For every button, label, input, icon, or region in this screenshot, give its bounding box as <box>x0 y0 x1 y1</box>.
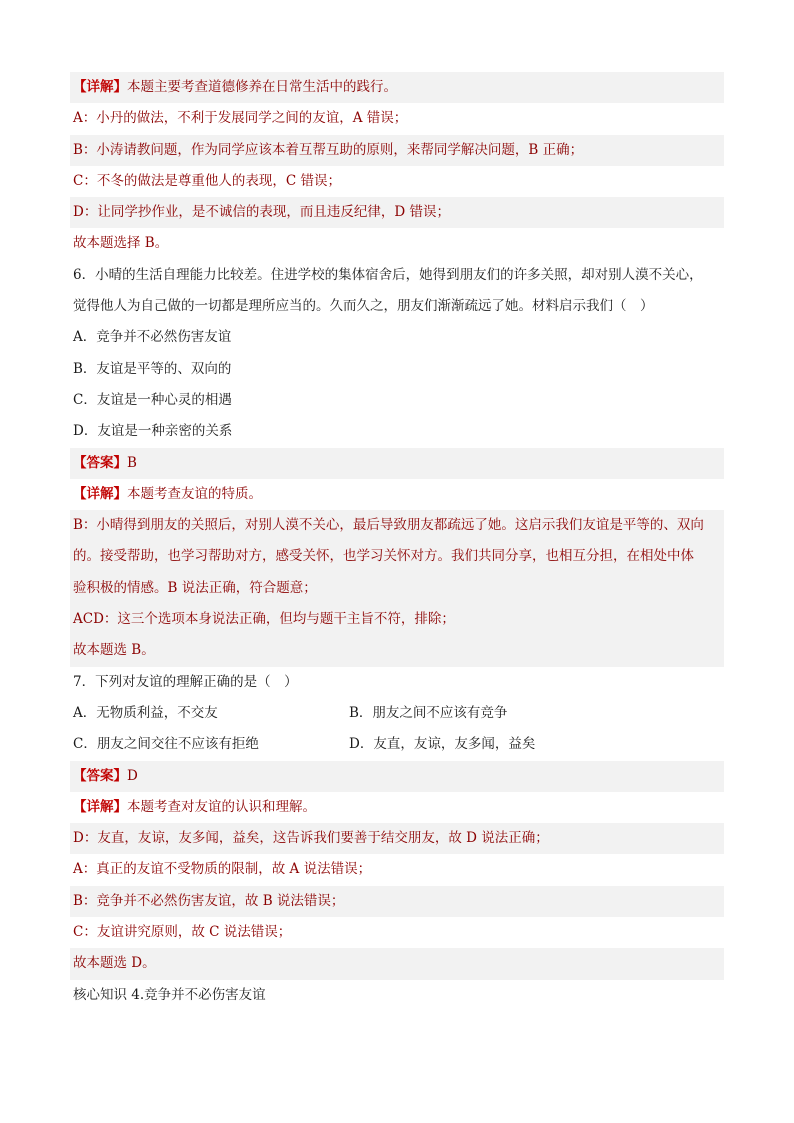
detail-tag: 【详解】 <box>73 798 127 815</box>
explanation-line: C：不冬的做法是尊重他人的表现，C 错误； <box>73 172 341 189</box>
answer-value: B <box>127 454 137 471</box>
detail-text: 本题考查友谊的特质。 <box>127 485 262 502</box>
option-d: D．友直，友谅，友多闻，益矣 <box>349 736 536 753</box>
explanation-line: 故本题选 D。 <box>70 948 724 979</box>
option-b: B．朋友之间不应该有竞争 <box>349 704 508 721</box>
document-page <box>70 72 724 1011</box>
question-stem: 7．下列对友谊的理解正确的是（ ） <box>73 673 298 690</box>
detail-text: 本题主要考查道德修养在日常生活中的践行。 <box>127 79 397 95</box>
detail-line <box>70 72 724 103</box>
option-c: C．朋友之间交往不应该有拒绝 <box>73 736 259 753</box>
question-stem: 觉得他人为自己做的一切都是理所应当的。久而久之，朋友们渐渐疏远了她。材料启示我们（ ） <box>73 298 654 315</box>
option-c: C．友谊是一种心灵的相遇 <box>73 391 232 408</box>
answer-line <box>70 761 724 792</box>
explanation-line: 的。接受帮助，也学习帮助对方，感受关怀，也学习关怀对方。我们共同分享，也相互分担，在相处中体 <box>70 541 724 572</box>
explanation-line: 故本题选择 B。 <box>73 235 169 252</box>
explanation-line: A：小丹的做法，不利于发展同学之间的友谊，A 错误； <box>73 110 408 127</box>
detail-tag: 【详解】 <box>73 79 127 95</box>
explanation-line: 验积极的情感。B 说法正确，符合题意； <box>70 573 724 604</box>
answer-line <box>70 448 724 479</box>
answer-value: D <box>127 767 138 784</box>
option-row <box>70 729 724 760</box>
option-row <box>70 698 724 729</box>
explanation-line: 故本题选 B。 <box>70 635 724 666</box>
explanation-line: C：友谊讲究原则，故 C 说法错误； <box>73 924 292 941</box>
option-d: D．友谊是一种亲密的关系 <box>73 423 233 440</box>
explanation-line: B：竞争并不必然伤害友谊，故 B 说法错误； <box>70 886 724 917</box>
explanation-line: D：让同学抄作业，是不诚信的表现，而且违反纪律，D 错误； <box>70 197 724 228</box>
detail-tag: 【详解】 <box>73 485 127 502</box>
explanation-line: A：真正的友谊不受物质的限制，故 A 说法错误； <box>73 861 372 878</box>
answer-tag: 【答案】 <box>73 454 127 471</box>
detail-line <box>70 479 724 510</box>
explanation-line: B：小涛请教问题，作为同学应该本着互帮互助的原则，来帮同学解决问题，B 正确； <box>70 135 724 166</box>
detail-line <box>70 792 724 823</box>
section-heading: 核心知识 4.竞争并不必伤害友谊 <box>73 986 266 1003</box>
option-a: A．竞争并不必然伤害友谊 <box>73 329 232 346</box>
explanation-line: ACD：这三个选项本身说法正确，但均与题干主旨不符，排除； <box>70 604 724 635</box>
explanation-line: D：友直，友谅，友多闻，益矣，这告诉我们要善于结交朋友，故 D 说法正确； <box>70 823 724 854</box>
option-b: B．友谊是平等的、双向的 <box>73 360 232 377</box>
option-a: A．无物质利益，不交友 <box>73 704 218 721</box>
answer-tag: 【答案】 <box>73 767 127 784</box>
explanation-line: B：小晴得到朋友的关照后，对别人漠不关心，最后导致朋友都疏远了她。这启示我们友谊是平等的、双向 <box>70 510 724 541</box>
detail-text: 本题考查对友谊的认识和理解。 <box>127 798 316 815</box>
question-stem: 6．小晴的生活自理能力比较差。住进学校的集体宿舍后，她得到朋友们的许多关照，却对别人漠不关心， <box>73 266 703 283</box>
